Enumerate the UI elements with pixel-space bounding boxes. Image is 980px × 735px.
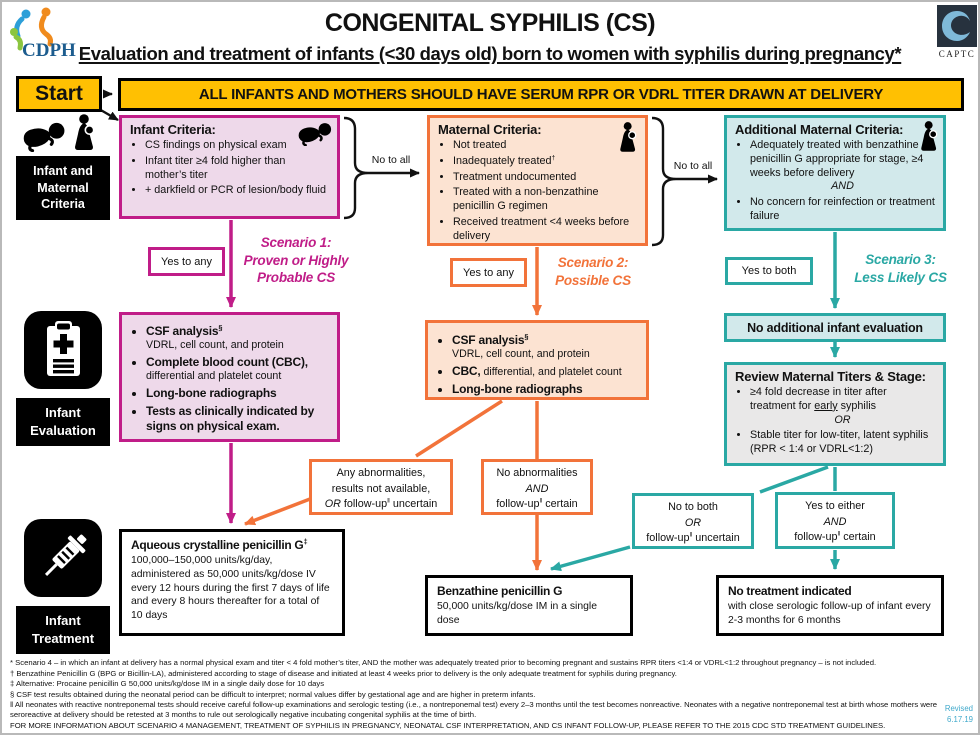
criteria-item: • No concern for reinfection or treatment failure	[750, 196, 935, 224]
footnotes	[10, 658, 974, 731]
scenario2-evaluation-box	[425, 320, 649, 400]
scenario-3-label: Scenario 3: Less Likely CS	[854, 252, 947, 285]
pregnant-woman-icon	[72, 114, 98, 154]
maternal-criteria-box	[427, 115, 648, 246]
scenario1-evaluation-box	[119, 312, 340, 442]
decision-any-abnormalities: Any abnormalities, results not available, OR follow-up‖ uncertain	[309, 459, 453, 515]
no-to-all-label-1: No to all	[371, 154, 411, 166]
criteria-item: • + darkfield or PCR of lesion/body fluid	[145, 184, 329, 198]
decision-no-to-both: No to both OR follow-up‖ uncertain	[632, 493, 754, 549]
yes-to-any-box-1: Yes to any	[148, 247, 225, 276]
yes-to-both-box: Yes to both	[725, 257, 813, 285]
yes-to-any-box-2: Yes to any	[450, 258, 527, 287]
infant-criteria-box	[119, 115, 340, 219]
clipboard-icon	[24, 310, 102, 390]
sidebar-label-treatment: Infant Treatment	[16, 606, 110, 654]
eval-item: • Tests as clinically indicated by signs on physical exam.	[146, 404, 329, 434]
eval-item: • CSF analysis§ VDRL, cell count, and protein	[452, 333, 638, 361]
baby-icon	[20, 120, 66, 152]
footnote: § CSF test results obtained during the neonatal period can be difficult to interpret; normal values differ by gestational age and are higher in preterm infants.	[10, 689, 536, 699]
syringe-icon	[24, 518, 102, 598]
banner-text: ALL INFANTS AND MOTHERS SHOULD HAVE SERUM RPR OR VDRL TITER DRAWN AT DELIVERY	[198, 86, 884, 103]
criteria-item: • CS findings on physical exam	[145, 139, 329, 153]
pregnant-woman-icon	[919, 121, 940, 154]
footnote: ‖ All neonates with reactive nontreponemal tests should receive careful follow-up examinations and serologic testing (i.e., a nontreponemal test) every 2–3 months until the test becomes nonreactive. Neonates with a negative nontreponemal test at birth whose mothers were seroreactive at delivery should be retested at 3 months to rule out serologically negative incubating congenital syphilis at the time of birth.	[10, 700, 938, 719]
start-label: Start	[35, 82, 83, 105]
criteria-item: • Adequately treated with benzathine penicillin G appropriate for stage, ≥4 weeks before delivery AND	[750, 139, 935, 194]
review-item: • Stable titer for low-titer, latent syphilis (RPR < 1:4 or VDRL<1:2)	[750, 429, 935, 457]
treatment-benzathine-penicillin-box: Benzathine penicillin G 50,000 units/kg/dose IM in a single dose	[425, 575, 633, 636]
review-maternal-titers-box: Review Maternal Titers & Stage: • ≥4 fold decrease in titer after treatment for early syphilis OR • Stable titer for low-titer, latent syphilis (RPR < 1:4 or VDRL<1:2)	[724, 362, 946, 466]
svg-text:CAPTC: CAPTC	[938, 49, 976, 59]
treatment-none-box: No treatment indicated with close serologic follow-up of infant every 2-3 months for 6 months	[716, 575, 944, 636]
scenario-1-label: Scenario 1: Proven or Highly Probable CS	[243, 235, 349, 286]
eval-item: • Complete blood count (CBC), differential and platelet count	[146, 355, 329, 383]
sidebar-label-evaluation: Infant Evaluation	[16, 398, 110, 446]
footnote: ‡ Alternative: Procaine penicillin G 50,000 units/kg/dose IM in a single daily dose for 10 days	[10, 679, 325, 688]
criteria-item: • Infant titer ≥4 fold higher than mother’s titer	[145, 155, 329, 183]
eval-item: • CBC, differential, and platelet count	[452, 364, 638, 379]
maternal-criteria-title: Maternal Criteria:	[438, 122, 542, 137]
treatment-aqueous-penicillin-box: Aqueous crystalline penicillin G‡ 100,000–150,000 units/kg/day, administered as 50,000 units/kg/dose IV every 12 hours during the first 7 days of life and every 8 hours thereafter for a total of 10 days	[119, 529, 345, 636]
baby-icon	[295, 121, 333, 146]
banner	[118, 78, 964, 111]
pregnant-woman-icon	[618, 122, 639, 155]
criteria-item: • Treatment undocumented	[453, 171, 637, 185]
eval-item: • CSF analysis§ VDRL, cell count, and protein	[146, 324, 329, 352]
svg-text:CDPH: CDPH	[22, 40, 76, 61]
page-subtitle: Evaluation and treatment of infants (<30 days old) born to women with syphilis during pregnancy*	[78, 43, 902, 64]
revised-date: Revised 6.17.19	[944, 704, 973, 724]
infant-criteria-title: Infant Criteria:	[130, 122, 216, 137]
footnote: † Benzathine Penicillin G (BPG or Bicillin-LA), administered according to stage of disease and initiated at least 4 weeks prior to delivery is the only adequate treatment for syphilis during pregnancy.	[10, 668, 677, 678]
sidebar-label-criteria: Infant and Maternal Criteria	[16, 156, 110, 220]
criteria-item: • Not treated	[453, 139, 637, 153]
start-box	[16, 76, 102, 112]
additional-maternal-criteria-box	[724, 115, 946, 231]
decision-no-abnormalities: No abnormalities AND follow-up‖ certain	[481, 459, 593, 515]
no-to-all-label-2: No to all	[673, 160, 713, 172]
criteria-item: • Treated with a non-benzathine penicillin G regimen	[453, 186, 637, 214]
eval-item: • Long-bone radiographs	[146, 386, 329, 401]
scenario-2-label: Scenario 2: Possible CS	[555, 255, 631, 288]
criteria-item: • Inadequately treated†	[453, 155, 637, 169]
review-item: • ≥4 fold decrease in titer after treatment for early syphilis OR	[750, 386, 935, 427]
eval-item: • Long-bone radiographs	[452, 382, 638, 397]
page-title: CONGENITAL SYPHILIS (CS)	[324, 9, 656, 37]
no-additional-evaluation-box: No additional infant evaluation	[724, 313, 946, 342]
decision-yes-to-either: Yes to either AND follow-up‖ certain	[775, 492, 895, 549]
footnote-more-info: FOR MORE INFORMATION ABOUT SCENARIO 4 MANAGEMENT, TREATMENT OF SYPHILIS IN PREGNANCY, NEONATAL CSF INTERPRETATION, AND CS INFANT FOLLOW-UP, PLEASE REFER TO THE 2015 CDC STD TREATMENT GUIDELINES.	[10, 720, 886, 730]
criteria-item: • Received treatment <4 weeks before delivery	[453, 216, 637, 244]
footnote: * Scenario 4 – in which an infant at delivery has a normal physical exam and titer < 4 fold mother’s titer, AND the mother was adequately treated prior to becoming pregnant and sustains RPR titers <1:4 or VDRL<1:2 throughout pregnancy – is not included.	[10, 658, 877, 667]
additional-criteria-title: Additional Maternal Criteria:	[735, 122, 904, 137]
